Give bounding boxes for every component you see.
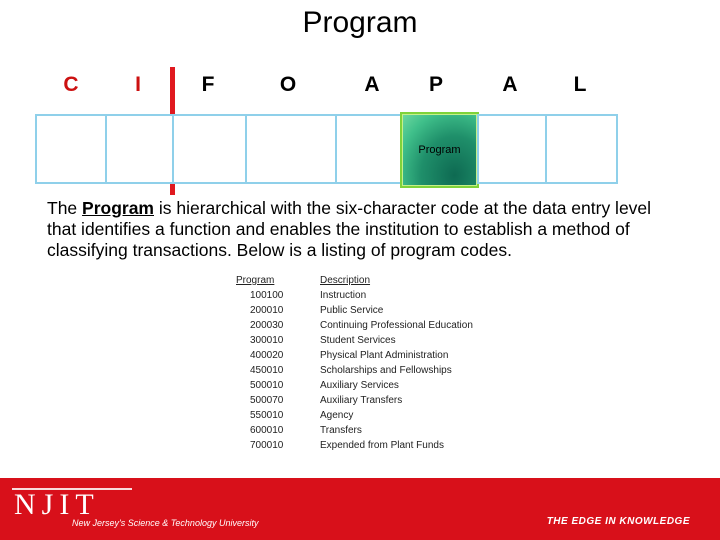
segment-box <box>105 114 174 184</box>
program-code: 100100 <box>250 290 284 301</box>
segment-box <box>245 114 337 184</box>
program-description: Physical Plant Administration <box>320 350 449 361</box>
program-description: Auxiliary Services <box>320 380 399 391</box>
segment-box-program <box>400 112 479 188</box>
codes-header-description: Description <box>320 275 371 286</box>
segment-box <box>335 114 402 184</box>
program-code: 600010 <box>250 425 284 436</box>
segment-box <box>545 114 618 184</box>
slide-title: Program <box>302 6 418 39</box>
program-description: Auxiliary Transfers <box>320 395 403 406</box>
segment-letter: F <box>201 73 215 96</box>
segment-box-label: Program <box>418 144 461 156</box>
program-code: 500010 <box>250 380 284 391</box>
program-description: Agency <box>320 410 354 421</box>
segment-letter: P <box>428 73 443 96</box>
paragraph-body: is hierarchical with the six-character code at the data entry level that identifies a function and enables the institution to establish a method of classifying transactions. Below is a listing of program codes. <box>47 198 652 260</box>
segment-letter: A <box>364 73 380 96</box>
program-description: Scholarships and Fellowships <box>320 365 452 376</box>
footer-tagline: THE EDGE IN KNOWLEDGE <box>546 516 690 527</box>
program-description: Expended from Plant Funds <box>320 440 444 451</box>
description-paragraph <box>47 198 667 261</box>
program-code: 450010 <box>250 365 284 376</box>
program-code: 550010 <box>250 410 284 421</box>
program-code: 300010 <box>250 335 284 346</box>
program-description: Continuing Professional Education <box>320 320 473 331</box>
program-code: 700010 <box>250 440 284 451</box>
segment-box <box>477 114 547 184</box>
program-code: 200010 <box>250 305 284 316</box>
program-description: Instruction <box>320 290 367 301</box>
program-code: 400020 <box>250 350 284 361</box>
segment-letter: A <box>502 73 518 96</box>
paragraph-keyword: Program <box>82 198 154 218</box>
program-description: Public Service <box>320 305 384 316</box>
segment-box <box>172 114 247 184</box>
footer-banner <box>0 478 720 540</box>
segment-letter: O <box>279 73 297 96</box>
njit-logo-icon <box>12 486 132 516</box>
program-code: 200030 <box>250 320 284 331</box>
program-code: 500070 <box>250 395 284 406</box>
segment-letter: I <box>135 73 141 96</box>
svg-text:NJIT: NJIT <box>14 488 100 516</box>
footer-logo-subtitle: New Jersey's Science & Technology University <box>72 518 259 528</box>
segment-letter: L <box>573 73 587 96</box>
segment-box <box>35 114 107 184</box>
program-description: Student Services <box>320 335 396 346</box>
codes-header-program: Program <box>236 275 275 286</box>
program-description: Transfers <box>320 425 362 436</box>
paragraph-prefix: The <box>47 198 83 218</box>
segment-letter: C <box>63 73 79 96</box>
